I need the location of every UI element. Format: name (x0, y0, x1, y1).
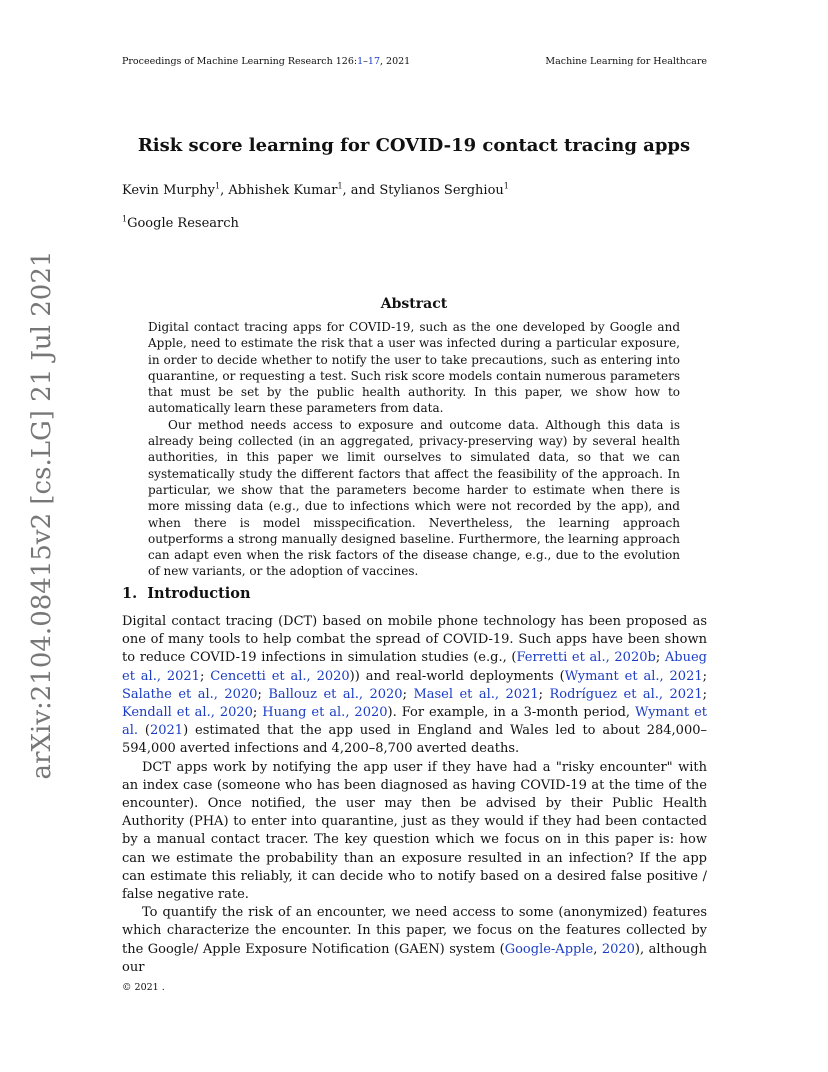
abstract-paragraph: Digital contact tracing apps for COVID-19, such as the one developed by Google and Apple, need to estimate the risk that a user was infected during a particular exposure, in order to decide whether to notify the user to take precautions, such as entering into quarantine, or requesting a test. Such risk score models contain numerous parameters that must be set by the public health authority. In this paper, we show how to automatically learn these parameters from data. (148, 320, 680, 416)
citation-link[interactable]: Rodríguez et al., 2021 (549, 686, 703, 702)
citation-link[interactable]: Wymant et al. (122, 705, 707, 739)
abstract-text (148, 319, 680, 580)
copyright-footer: © 2021 . (122, 982, 165, 993)
citation-link[interactable]: 2020 (601, 941, 635, 957)
citation-link[interactable]: Salathe et al., 2020 (122, 686, 258, 702)
body-paragraph: Digital contact tracing (DCT) based on mobile phone technology has been proposed as one of many tools to help combat the spread of COVID-19. Such apps have been shown to reduce COVID-19 infections in simulation studies (e.g., (Ferretti et al., 2020b; Abueg et al., 2021; Cencetti et al., 2020)) and real-world deployments (Wymant et al., 2021; Salathe et al., 2020; Ballouz et al., 2020; Masel et al., 2021; Rodríguez et al., 2021; Kendall et al., 2020; Huang et al., 2020). For example, in a 3-month period, Wymant et al. (2021) estimated that the app used in England and Wales led to about 284,000–594,000 averted infections and 4,200–8,700 averted deaths. (122, 614, 708, 757)
citation-link[interactable]: Google-Apple (504, 941, 594, 957)
body-paragraph: To quantify the risk of an encounter, we need access to some (anonymized) features which characterize the encounter. In this paper, we focus on the features collected by the Google/ Apple Exposure Notification (GAEN) system (Google-Apple, 2020), although our (122, 905, 708, 975)
abstract-paragraph: Our method needs access to exposure and outcome data. Although this data is already being collected (in an aggregated, privacy-preserving way) by several health authorities, in this paper we limit ourselves to simulated data, so that we can systematically study the different factors that affect the feasibility of the approach. In particular, we show that the parameters become harder to estimate when there is more missing data (e.g., due to infections which were not recorded by the app), and when there is model misspecification. Nevertheless, the learning approach outperforms a strong manually designed baseline. Furthermore, the learning approach can adapt even when the risk factors of the disease change, e.g., due to the evolution of new variants, or the adoption of vaccines. (148, 417, 680, 579)
abstract-heading: Abstract (380, 296, 448, 312)
citation-link[interactable]: Abueg et al., 2021 (122, 650, 708, 684)
citation-link[interactable]: Masel et al., 2021 (413, 686, 539, 702)
intro-text (122, 613, 707, 977)
paper-title: Risk score learning for COVID-19 contact tracing apps (137, 135, 691, 156)
page-link-start[interactable]: 1 (357, 56, 364, 67)
citation-link[interactable]: Kendall et al., 2020 (122, 705, 253, 721)
citation-link[interactable]: Wymant et al., 2021 (564, 668, 703, 684)
body-paragraph: DCT apps work by notifying the app user if they have had a "risky encounter" with an index case (someone who has been diagnosed as having COVID-19 at the time of the encounter). Once notified, the user may then be advised by their Public Health Authority (PHA) to enter into quarantine, just as they would if they had been contacted by a manual contact tracer. The key question which we focus on in this paper is: how can we estimate the probability than an exposure resulted in an infection? If the app can estimate this reliably, it can decide who to notify based on a desired false positive / false negative rate. (122, 759, 707, 903)
citation-link[interactable]: Cencetti et al., 2020 (210, 668, 350, 684)
affiliation: $^1$Google Research (122, 214, 239, 231)
running-header-left: Proceedings of Machine Learning Research 126:1–17, 2021 (122, 56, 411, 67)
author-list: Kevin Murphy$^1$, Abhishek Kumar$^1$, and Stylianos Serghiou$^1$ (122, 181, 509, 198)
citation-link[interactable]: Huang et al., 2020 (262, 705, 388, 721)
citation-link[interactable]: 2021 (149, 723, 184, 739)
citation-link[interactable]: Ferretti et al., 2020b (516, 650, 656, 666)
section-heading: 1. Introduction (122, 585, 251, 602)
running-header-right: Machine Learning for Healthcare (545, 56, 707, 67)
page-link-end[interactable]: 17 (367, 56, 380, 67)
citation-link[interactable]: Ballouz et al., 2020 (268, 686, 403, 702)
